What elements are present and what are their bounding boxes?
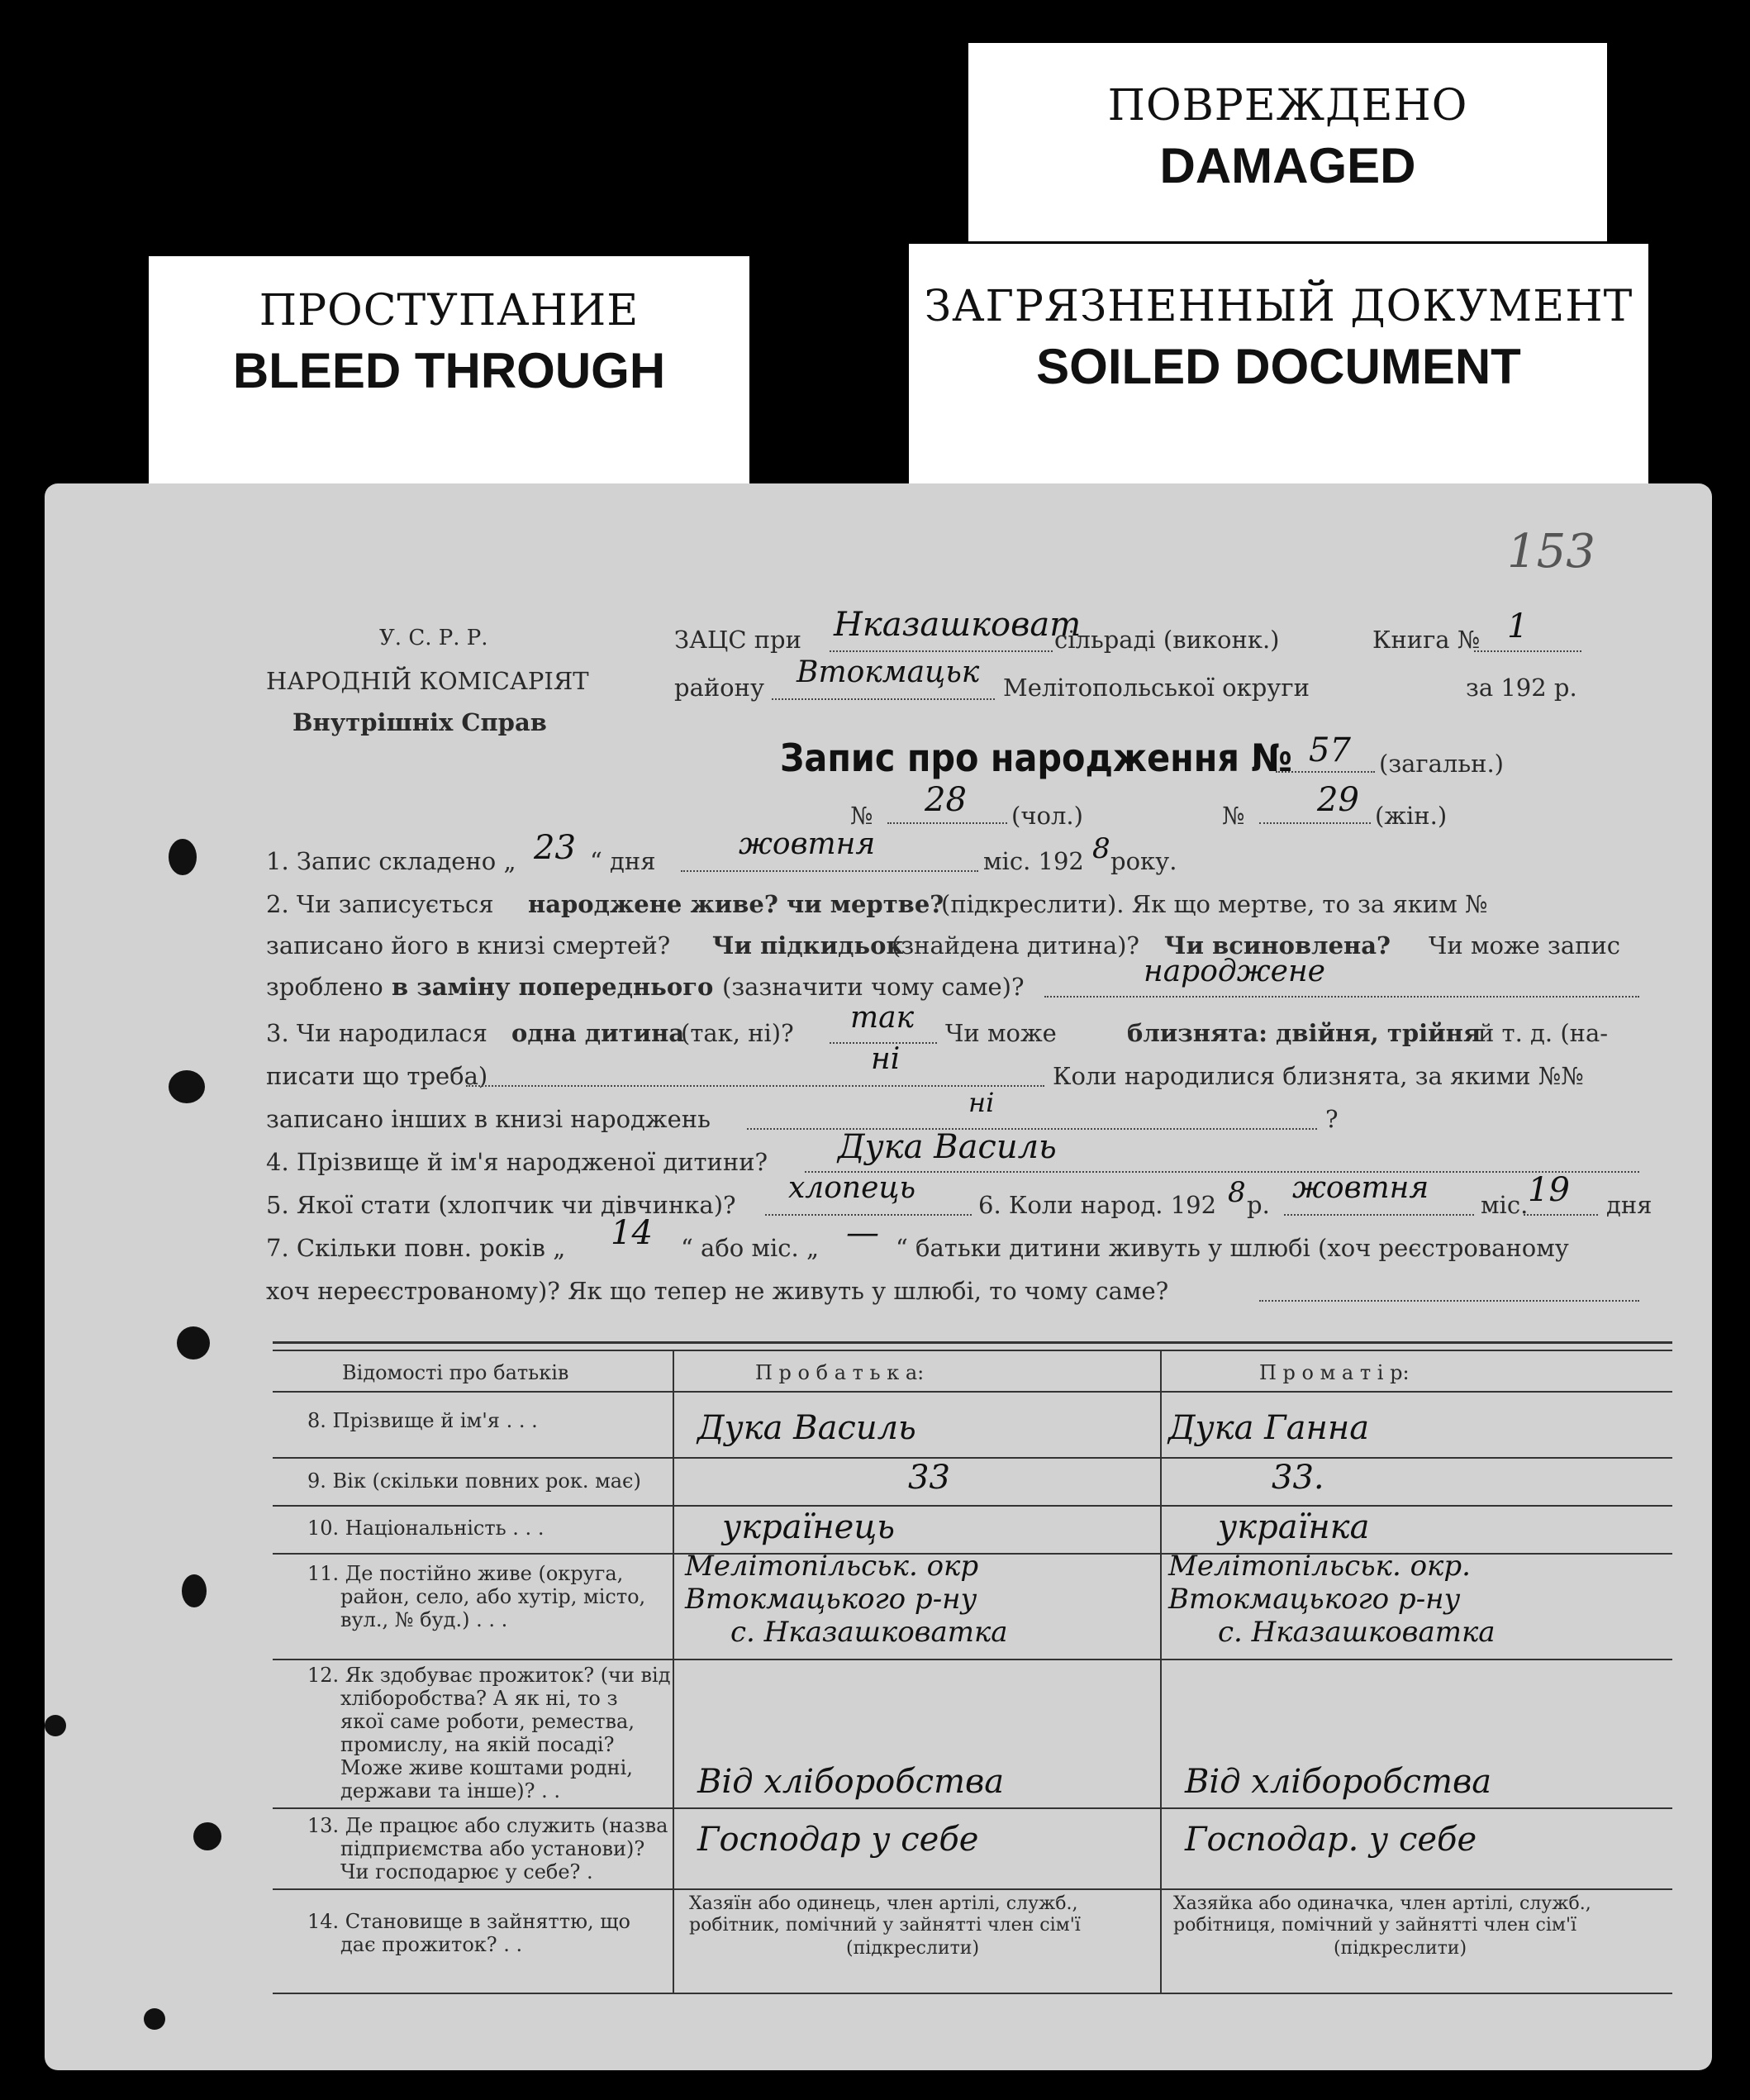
row-14-father-2: робітник, помічний у зайнятті член сім'ї xyxy=(689,1915,1081,1936)
row-14-mother-2: робітниця, помічний у зайнятті член сім'ї xyxy=(1173,1915,1577,1936)
q7-line xyxy=(1259,1300,1639,1302)
bleed-through-label xyxy=(149,256,749,489)
table-header-parents: Відомості про батьків xyxy=(342,1361,569,1384)
village-line xyxy=(830,650,1053,652)
q3-line2b: Коли народилися близнята, за якими №№ xyxy=(1053,1062,1584,1090)
soiled-label-ru: ЗАГРЯЗНЕННЫЙ ДОКУМЕНТ xyxy=(924,282,1633,331)
row-13-mother: Господар. у себе xyxy=(1185,1821,1477,1859)
q6-day: 19 xyxy=(1528,1171,1570,1209)
year-label: за 192 р. xyxy=(1466,674,1577,702)
q3-one-child: одна дитина xyxy=(511,1019,685,1047)
internal-affairs-text: Внутрішніх Справ xyxy=(292,708,547,736)
row-11-father-2: Втокмацького р-ну xyxy=(685,1583,977,1616)
q2-replacement: в заміну попереднього xyxy=(392,973,714,1001)
punch-hole xyxy=(144,2008,165,2030)
soiled-document-label xyxy=(909,244,1648,483)
damaged-label xyxy=(968,43,1607,241)
punch-hole xyxy=(182,1574,207,1607)
q2-foundling: Чи підкидьок xyxy=(712,931,904,960)
q6-day-line xyxy=(1524,1214,1598,1216)
row-11-label-2: район, село, або хутір, місто, xyxy=(340,1585,646,1608)
q2-text-c: (підкреслити). Як що мертве, то за яким № xyxy=(941,890,1488,918)
q1-text-c: міс. 192 xyxy=(983,847,1084,875)
okrug-label: Мелітопольської округи xyxy=(1003,674,1310,702)
female-number: 29 xyxy=(1317,781,1359,819)
row-12-label-1: 12. Як здобуває прожиток? (чи від xyxy=(307,1664,671,1687)
row-14-mother-3: (підкреслити) xyxy=(1334,1938,1467,1959)
q2-live-dead: народжене живе? чи мертве? xyxy=(528,890,944,918)
q3-text-d: Чи може xyxy=(945,1019,1057,1047)
row-13-father: Господар у себе xyxy=(697,1821,979,1859)
row-8-label: 8. Прізвище й ім'я . . . xyxy=(307,1409,538,1432)
q7-text-c: “ батьки дитини живуть у шлюбі (хоч реєстрованому xyxy=(896,1234,1569,1262)
row-13-label-3: Чи господарює у себе? . xyxy=(340,1860,593,1883)
book-label: Книга № xyxy=(1372,626,1481,654)
book-line xyxy=(1474,650,1581,652)
row-10-father: українець xyxy=(722,1508,896,1546)
q1-text-b: “ дня xyxy=(590,847,656,875)
q7-years: 14 xyxy=(611,1214,653,1252)
row-14-label-2: дає прожиток? . . xyxy=(340,1933,523,1956)
general-line xyxy=(1276,771,1375,773)
row-12-label-4: промислу, на якій посаді? xyxy=(340,1733,615,1756)
q2-answer: народжене xyxy=(1144,955,1325,988)
male-number: 28 xyxy=(925,781,967,819)
general-number: 57 xyxy=(1309,731,1351,769)
q1-month: жовтня xyxy=(739,827,876,861)
row-14-label-1: 14. Становище в зайняттю, що xyxy=(307,1910,630,1933)
q2-line2e: Чи може запис xyxy=(1429,931,1621,960)
q2-line2c: (знайдена дитина)? xyxy=(892,931,1139,960)
male-line xyxy=(887,822,1007,824)
row-12-label-2: хліборобства? А як ні, то з xyxy=(340,1687,618,1710)
damaged-label-en: DAMAGED xyxy=(1159,138,1416,193)
row-13-label-2: підприємства або установи)? xyxy=(340,1837,645,1860)
row-11-label-1: 11. Де постійно живе (округа, xyxy=(307,1562,624,1585)
row-11-mother-1: Мелітопільськ. окр. xyxy=(1168,1550,1471,1583)
table-bottom-rule xyxy=(273,1993,1672,1994)
row-11-label-3: вул., № буд.) . . . xyxy=(340,1608,508,1631)
district-line xyxy=(772,698,995,700)
row-13-label-1: 13. Де працює або служить (назва xyxy=(307,1814,668,1837)
q1-year: 8 xyxy=(1092,832,1110,865)
row-11-mother-3: с. Нказашковатка xyxy=(1218,1616,1496,1649)
row-9-father: 33 xyxy=(908,1459,950,1497)
row-9-mother: 33. xyxy=(1272,1459,1324,1497)
q6-month: жовтня xyxy=(1292,1171,1429,1205)
birth-record-sheet xyxy=(45,483,1712,2070)
male-label: (чол.) xyxy=(1011,802,1083,830)
q7-line2: хоч нереєстрованому)? Як що тепер не живуть у шлюбі, то чому саме? xyxy=(266,1277,1169,1305)
q7-text: 7. Скільки повн. років „ xyxy=(266,1234,566,1262)
commissariat-text: НАРОДНІЙ КОМІСАРІЯТ xyxy=(266,667,589,695)
q3-answer3: ні xyxy=(968,1087,995,1118)
q3-twins: близнята: двійня, трійня xyxy=(1127,1019,1481,1047)
bleed-label-ru: ПРОСТУПАНИЕ xyxy=(259,286,640,336)
row-rule xyxy=(273,1807,1672,1809)
row-12-father: Від хліборобства xyxy=(697,1763,1005,1801)
q7-text-b: “ або міс. „ xyxy=(681,1234,820,1262)
district-name: Втокмацьк xyxy=(797,655,980,689)
row-12-label-5: Може живе коштами родні, xyxy=(340,1756,633,1779)
q1-day: 23 xyxy=(534,829,576,867)
q2-text: 2. Чи записується xyxy=(266,890,494,918)
zags-label: ЗАЦС при xyxy=(674,626,801,654)
table-rule xyxy=(273,1350,1672,1351)
district-label: району xyxy=(674,674,765,702)
council-label: сільраді (виконк.) xyxy=(1054,626,1280,654)
q6-line xyxy=(1284,1214,1474,1216)
punch-hole xyxy=(169,839,197,875)
row-rule xyxy=(273,1659,1672,1660)
table-col-divider xyxy=(673,1350,674,1993)
female-label: (жін.) xyxy=(1375,802,1448,830)
q1-text-d: року. xyxy=(1110,847,1177,875)
q4-line xyxy=(805,1171,1639,1173)
q3-question-mark: ? xyxy=(1325,1105,1339,1133)
table-header-mother: П р о м а т і р: xyxy=(1259,1361,1410,1384)
table-header-father: П р о б а т ь к а: xyxy=(755,1361,925,1384)
q3-answer: так xyxy=(850,1001,915,1035)
q2-line3c: (зазначити чому саме)? xyxy=(722,973,1025,1001)
q6-text: 6. Коли народ. 192 xyxy=(978,1191,1217,1219)
row-12-label-6: держави та інше)? . . xyxy=(340,1779,561,1802)
q3-text: 3. Чи народилася xyxy=(266,1019,487,1047)
q2-line xyxy=(1044,996,1639,998)
damaged-label-ru: ПОВРЕЖДЕНО xyxy=(1107,81,1468,131)
row-11-father-1: Мелітопільськ. окр xyxy=(685,1550,979,1583)
row-8-father: Дука Василь xyxy=(697,1409,916,1447)
row-rule xyxy=(273,1457,1672,1459)
row-10-label: 10. Національність . . . xyxy=(307,1517,544,1540)
row-9-label: 9. Вік (скільки повних рок. має) xyxy=(307,1469,641,1493)
row-11-mother-2: Втокмацького р-ну xyxy=(1168,1583,1461,1616)
q5-text: 5. Якої стати (хлопчик чи дівчинка)? xyxy=(266,1191,736,1219)
q5-answer: хлопець xyxy=(788,1171,916,1205)
q3-text-f: й т. д. (на- xyxy=(1478,1019,1609,1047)
table-col-divider xyxy=(1160,1350,1162,1993)
male-no-sym: № xyxy=(850,802,873,830)
q3-text-c: (так, ні)? xyxy=(681,1019,794,1047)
row-rule xyxy=(273,1888,1672,1890)
row-11-father-3: с. Нказашковатка xyxy=(730,1616,1008,1649)
row-10-mother: українка xyxy=(1218,1508,1370,1546)
row-14-mother-1: Хазяйка або одиначка, член артілі, служб., xyxy=(1173,1893,1591,1914)
q6-text-b: р. xyxy=(1247,1191,1270,1219)
bleed-label-en: BLEED THROUGH xyxy=(232,343,666,398)
row-12-mother: Від хліборобства xyxy=(1185,1763,1492,1801)
punch-hole xyxy=(45,1715,66,1736)
q6-text-d: дня xyxy=(1606,1191,1653,1219)
row-14-father-3: (підкреслити) xyxy=(846,1938,980,1959)
q6-year: 8 xyxy=(1228,1176,1246,1209)
q3-line2-dots xyxy=(466,1085,1044,1087)
row-8-mother: Дука Ганна xyxy=(1168,1409,1370,1447)
table-header-rule xyxy=(273,1391,1672,1393)
page-number: 153 xyxy=(1507,525,1595,579)
record-title: Запис про народження № xyxy=(780,736,1293,780)
row-12-label-3: якої саме роботи, ремества, xyxy=(340,1710,635,1733)
book-number: 1 xyxy=(1507,607,1529,645)
q4-answer: Дука Василь xyxy=(838,1128,1057,1166)
q2-adopted: Чи всиновлена? xyxy=(1164,931,1391,960)
punch-hole xyxy=(177,1326,210,1360)
soiled-label-en: SOILED DOCUMENT xyxy=(1036,339,1521,394)
q7-months: — xyxy=(846,1214,879,1252)
table-top-rule xyxy=(273,1341,1672,1344)
q2-line3: зроблено xyxy=(266,973,383,1001)
row-rule xyxy=(273,1505,1672,1507)
q3-answer2: ні xyxy=(871,1042,901,1076)
punch-hole xyxy=(169,1070,205,1103)
female-line xyxy=(1259,822,1371,824)
q3-line3: записано інших в книзі народжень xyxy=(266,1105,711,1133)
q2-line2: записано його в книзі смертей? xyxy=(266,931,671,960)
q1-text: 1. Запис складено „ xyxy=(266,847,516,875)
q3-line2: писати що треба) xyxy=(266,1062,488,1090)
q6-text-c: міс. xyxy=(1481,1191,1529,1219)
q4-text: 4. Прізвище й ім'я народженої дитини? xyxy=(266,1148,768,1176)
usrr-text: У. С. Р. Р. xyxy=(379,626,488,650)
female-no-sym: № xyxy=(1222,802,1245,830)
village-name: Нказашковат xyxy=(834,606,1082,644)
general-label: (загальн.) xyxy=(1379,750,1504,778)
punch-hole xyxy=(193,1822,221,1850)
q1-line xyxy=(681,870,978,872)
row-14-father-1: Хазяїн або одинець, член артілі, служб., xyxy=(689,1893,1078,1914)
